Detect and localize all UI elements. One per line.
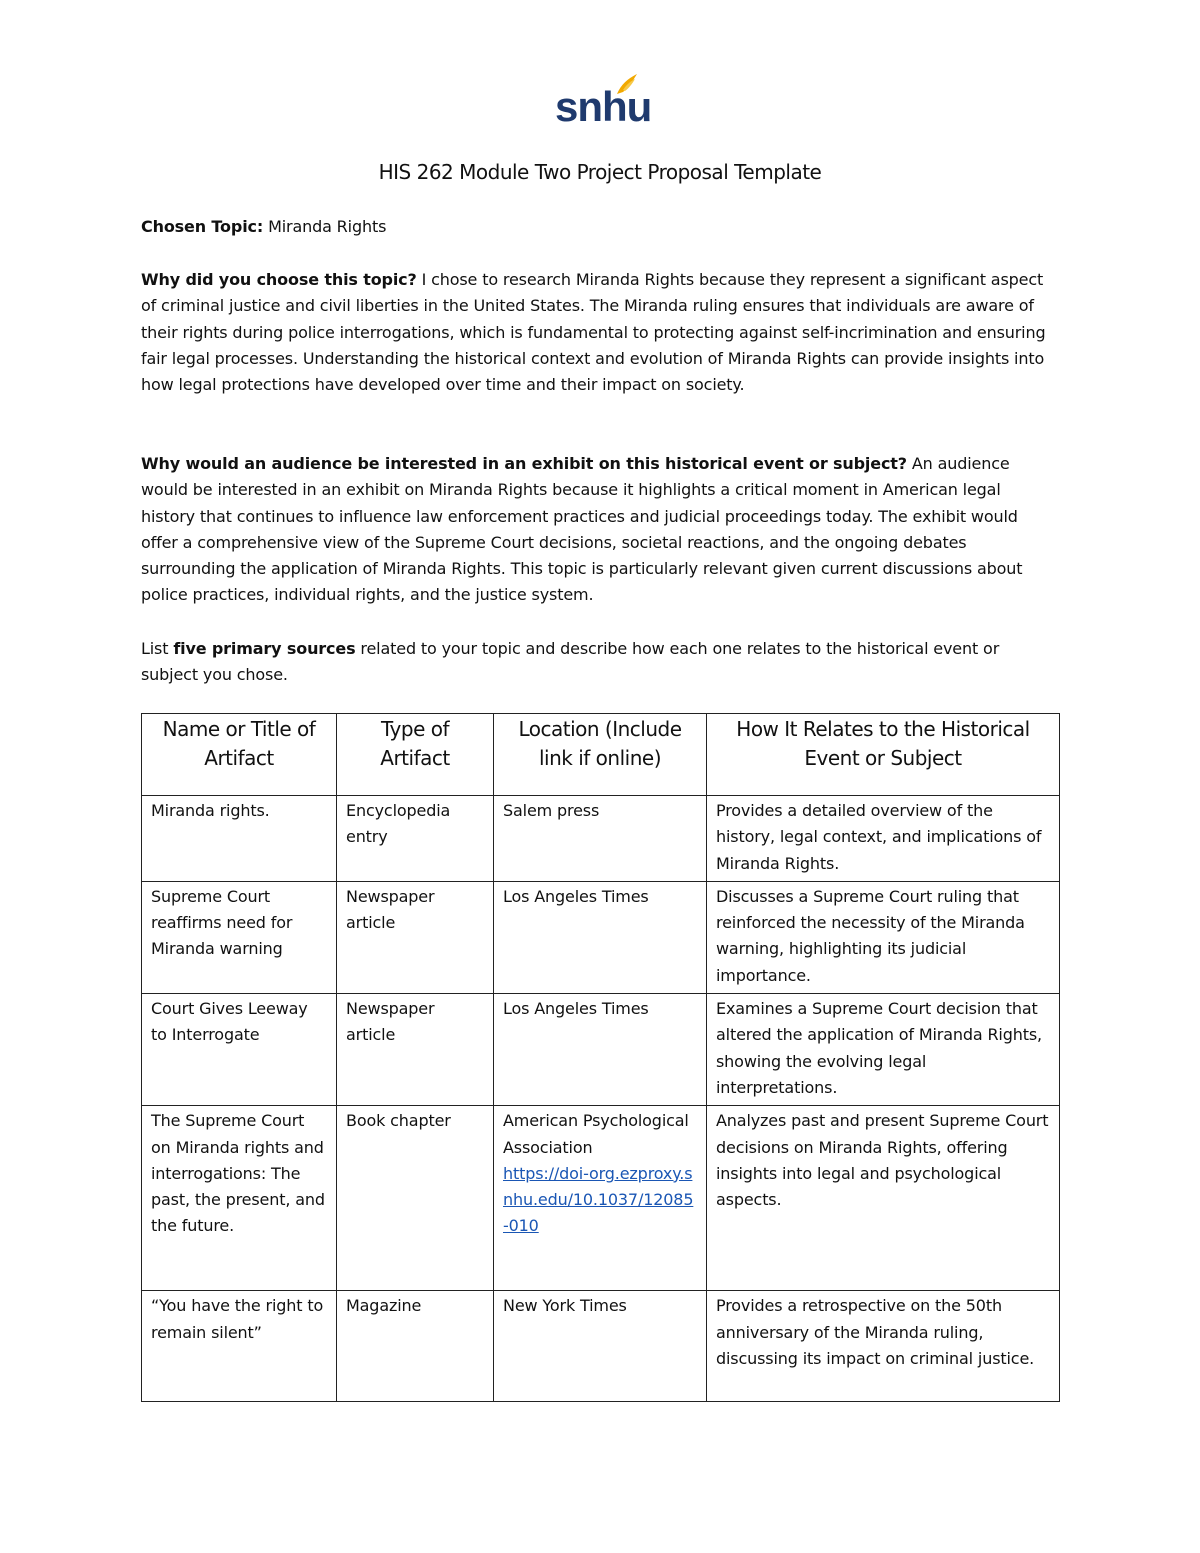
table-row [142, 881, 1060, 993]
cell-type: Magazine [337, 1291, 494, 1402]
table-row [142, 796, 1060, 882]
cell-relation: Provides a retrospective on the 50th anniversary of the Miranda ruling, discussing its impact on criminal justice. [707, 1291, 1060, 1402]
cell-location: Salem press [494, 796, 707, 882]
cell-location-text: American Psychological Association [503, 1111, 689, 1157]
snhu-logo [555, 72, 652, 132]
cell-name: Court Gives Leeway to Interrogate [142, 994, 337, 1106]
cell-type: Encyclopedia entry [337, 796, 494, 882]
cell-relation: Analyzes past and present Supreme Court decisions on Miranda Rights, offering insights into legal and psychological aspects. [707, 1106, 1060, 1291]
cell-name: Supreme Court reaffirms need for Miranda warning [142, 881, 337, 993]
table-row [142, 994, 1060, 1106]
cell-location: Los Angeles Times [494, 994, 707, 1106]
instructions-after: related to your topic and describe how each one relates to the historical event or subject you chose. [141, 639, 1000, 685]
cell-location: Los Angeles Times [494, 881, 707, 993]
instructions-emphasis: five primary sources [173, 639, 356, 658]
table-row [142, 1106, 1060, 1291]
cell-location [494, 1106, 707, 1291]
why-topic-label: Why did you choose this topic? [141, 270, 417, 289]
cell-location: New York Times [494, 1291, 707, 1402]
header-relation: How It Relates to the Historical Event or Subject [707, 714, 1060, 796]
cell-name: Miranda rights. [142, 796, 337, 882]
cell-type: Newspaper article [337, 881, 494, 993]
table-header-row [142, 714, 1060, 796]
doi-link[interactable]: https://doi-org.ezproxy.snhu.edu/10.1037/12085-010 [503, 1163, 694, 1236]
chosen-topic-label: Chosen Topic: [141, 217, 264, 236]
header-type: Type of Artifact [337, 714, 494, 796]
cell-name: The Supreme Court on Miranda rights and interrogations: The past, the present, and the future. [142, 1106, 337, 1291]
why-audience-text: An audience would be interested in an exhibit on Miranda Rights because it highlights a critical moment in American legal history that continues to influence law enforcement practices and judicial proceedings today. The exhibit would offer a comprehensive view of the Supreme Court decisions, societal reactions, and the ongoing debates surrounding the application of Miranda Rights. This topic is particularly relevant given current discussions about police practices, individual rights, and the justice system. [141, 454, 1023, 605]
cell-relation: Discusses a Supreme Court ruling that reinforced the necessity of the Miranda warning, highlighting its judicial importance. [707, 881, 1060, 993]
table-row [142, 1291, 1060, 1402]
cell-type: Book chapter [337, 1106, 494, 1291]
why-topic-paragraph [141, 267, 1056, 398]
why-audience-paragraph [141, 451, 1056, 609]
instructions [141, 636, 1056, 689]
why-topic-text: I chose to research Miranda Rights because they represent a significant aspect of criminal justice and civil liberties in the United States. The Miranda ruling ensures that individuals are aware of their rights during police interrogations, which is fundamental to protecting against self-incrimination and ensuring fair legal processes. Understanding the historical context and evolution of Miranda Rights can provide insights into how legal protections have developed over time and their impact on society. [141, 270, 1046, 395]
chosen-topic-value: Miranda Rights [268, 217, 387, 236]
document-title: HIS 262 Module Two Project Proposal Template [378, 160, 822, 184]
cell-relation: Provides a detailed overview of the history, legal context, and implications of Miranda Rights. [707, 796, 1060, 882]
why-audience-label: Why would an audience be interested in an exhibit on this historical event or subject? [141, 454, 907, 473]
header-name: Name or Title of Artifact [142, 714, 337, 796]
instructions-before: List [141, 639, 169, 658]
cell-relation: Examines a Supreme Court decision that altered the application of Miranda Rights, showing the evolving legal interpretations. [707, 994, 1060, 1106]
cell-name: “You have the right to remain silent” [142, 1291, 337, 1402]
logo-wordmark: snhu [555, 83, 652, 130]
header-location: Location (Include link if online) [494, 714, 707, 796]
primary-sources-table [141, 713, 1060, 1402]
chosen-topic [141, 214, 1056, 240]
cell-type: Newspaper article [337, 994, 494, 1106]
